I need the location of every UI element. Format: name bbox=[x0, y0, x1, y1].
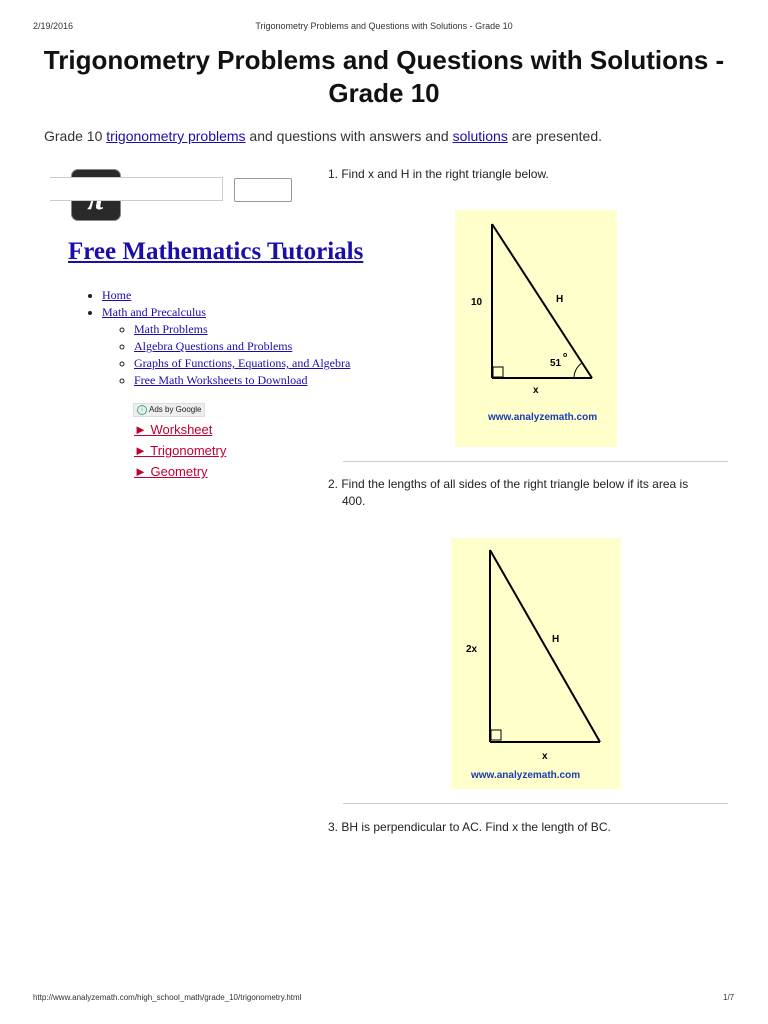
footer-page-number: 1/7 bbox=[723, 993, 735, 1002]
intro-suffix: are presented. bbox=[507, 128, 602, 144]
footer-url: http://www.analyzemath.com/high_school_math/grade_10/trigonometry.html bbox=[33, 993, 302, 1002]
triangle-2-hypotenuse bbox=[490, 550, 600, 742]
side-label-2x: 2x bbox=[466, 644, 478, 655]
separator-2 bbox=[343, 803, 728, 804]
info-icon: i bbox=[137, 405, 147, 415]
nav-subitem bbox=[134, 372, 308, 389]
ads-by-google-badge[interactable] bbox=[133, 403, 205, 417]
solutions-link[interactable]: solutions bbox=[452, 128, 508, 144]
separator-1 bbox=[343, 461, 728, 462]
ad-link-geometry[interactable]: ► Geometry bbox=[134, 464, 208, 479]
nav-link-algebra[interactable]: Algebra Questions and Problems bbox=[134, 339, 293, 353]
nav-link-worksheets[interactable]: Free Math Worksheets to Download bbox=[134, 373, 308, 387]
nav-link-graphs[interactable]: Graphs of Functions, Equations, and Algebra bbox=[134, 356, 351, 370]
nav-link-math-problems[interactable]: Math Problems bbox=[134, 322, 208, 336]
question-2-line2: 400. bbox=[342, 494, 366, 508]
nav-item-math-precalc bbox=[102, 304, 351, 389]
page-title: Trigonometry Problems and Questions with Solutions - Grade 10 bbox=[43, 45, 725, 108]
print-header-title: Trigonometry Problems and Questions with Solutions - Grade 10 bbox=[255, 21, 513, 31]
nav-subitem bbox=[134, 338, 300, 355]
angle-arc bbox=[574, 363, 582, 378]
base-label: x bbox=[533, 385, 539, 396]
nav-link-math-precalc[interactable]: Math and Precalculus bbox=[102, 305, 206, 319]
question-3-text: 3. BH is perpendicular to AC. Find x the length of BC. bbox=[328, 820, 611, 834]
nav-subitem bbox=[134, 355, 351, 372]
question-2-text bbox=[328, 476, 688, 510]
nav-item-home bbox=[102, 287, 300, 304]
search-input[interactable] bbox=[50, 177, 223, 201]
right-angle-marker bbox=[491, 730, 501, 740]
site-title-link[interactable]: Free Mathematics Tutorials bbox=[68, 238, 364, 265]
side-label-10: 10 bbox=[471, 297, 483, 308]
degree-mark: o bbox=[563, 352, 568, 359]
hypotenuse-label: H bbox=[556, 294, 564, 305]
triangle-1-hypotenuse bbox=[492, 224, 592, 378]
print-date: 2/19/2016 bbox=[33, 21, 74, 31]
figure-2-svg bbox=[451, 538, 621, 789]
trigonometry-problems-link[interactable]: trigonometry problems bbox=[106, 128, 246, 144]
nav-subitem bbox=[134, 321, 300, 338]
intro-prefix: Grade 10 bbox=[44, 128, 107, 144]
figure-2-watermark: www.analyzemath.com bbox=[471, 770, 581, 781]
nav-link-home[interactable]: Home bbox=[102, 288, 132, 302]
base-label: x bbox=[542, 751, 548, 762]
figure-1-watermark: www.analyzemath.com bbox=[488, 412, 598, 423]
question-1-text: 1. Find x and H in the right triangle below. bbox=[328, 167, 549, 181]
figure-1-svg bbox=[455, 210, 617, 447]
sidebar-nav bbox=[70, 287, 351, 387]
right-angle-marker bbox=[493, 367, 503, 377]
intro-paragraph bbox=[44, 128, 602, 144]
ads-label: Ads by Google bbox=[149, 405, 202, 415]
search-button[interactable] bbox=[234, 178, 292, 202]
ad-link-worksheet[interactable]: ► Worksheet bbox=[134, 422, 213, 437]
question-2-line1: 2. Find the lengths of all sides of the right triangle below if its area is bbox=[328, 477, 689, 491]
figure-2-triangle bbox=[451, 538, 621, 789]
angle-label: 51 bbox=[550, 358, 562, 369]
ad-link-trigonometry[interactable]: ► Trigonometry bbox=[134, 443, 227, 458]
intro-middle: and questions with answers and bbox=[245, 128, 453, 144]
hypotenuse-label: H bbox=[552, 634, 560, 645]
figure-1-triangle bbox=[455, 210, 617, 447]
